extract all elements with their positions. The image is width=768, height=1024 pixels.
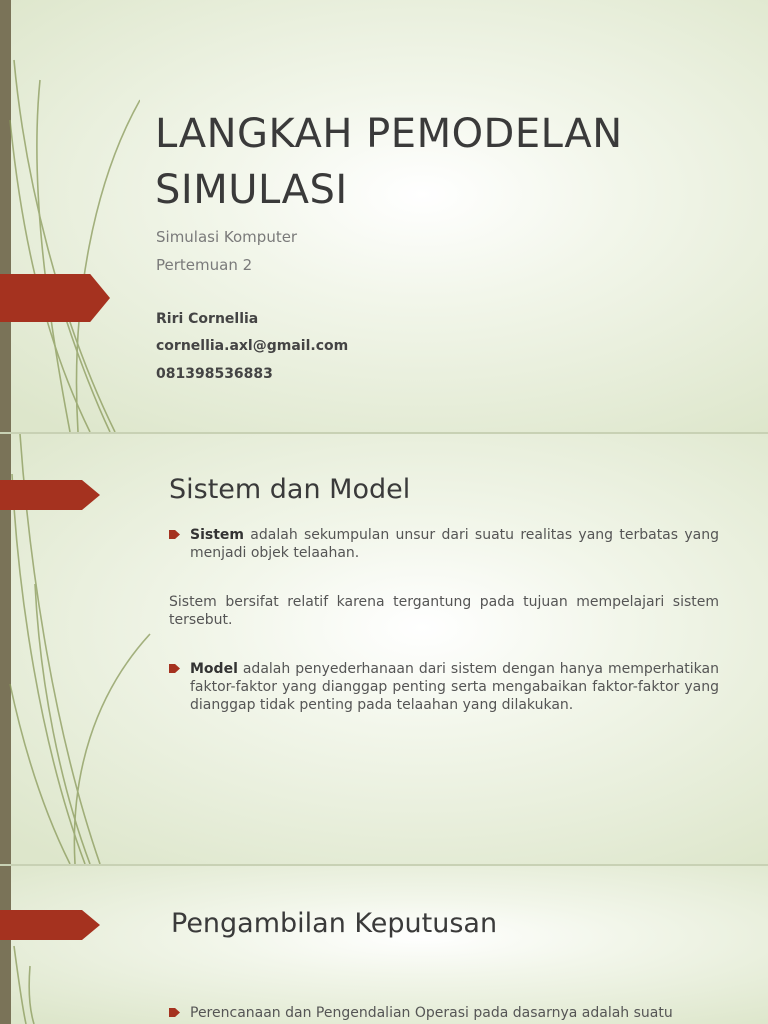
author-email: cornellia.axl@gmail.com [156, 338, 349, 354]
bullet-sistem [169, 526, 719, 562]
red-arrow-banner-icon [0, 910, 100, 940]
bullet-perencanaan [169, 1004, 719, 1022]
course-name: Simulasi Komputer [156, 228, 298, 246]
red-arrow-banner-icon [0, 480, 100, 510]
left-bar [0, 0, 11, 432]
content-slide-pengambilan-keputusan [0, 866, 768, 1024]
definition-model: adalah penyederhanaan dari sistem dengan hanya memperhatikan faktor-faktor yang dianggap penting serta mengabaikan faktor-faktor yang dianggap tidak penting pada telaahan yang dilakukan. [190, 661, 719, 713]
red-arrow-bullet-icon [169, 1008, 180, 1017]
bullet-model [169, 660, 719, 714]
author-name: Riri Cornellia [156, 311, 259, 327]
bullet-text: Perencanaan dan Pengendalian Operasi pada dasarnya adalah suatu [190, 1005, 673, 1021]
author-phone: 081398536883 [156, 366, 273, 382]
red-arrow-bullet-icon [169, 664, 180, 673]
slide-heading: Pengambilan Keputusan [171, 908, 498, 939]
slide-heading: Sistem dan Model [169, 474, 411, 505]
content-slide-sistem-model [0, 434, 768, 864]
paragraph-sistem-relatif: Sistem bersifat relatif karena tergantung pada tujuan mempelajari sistem tersebut. [169, 594, 719, 628]
red-arrow-bullet-icon [169, 530, 180, 539]
definition-sistem: adalah sekumpulan unsur dari suatu realitas yang terbatas yang menjadi objek telaahan. [190, 527, 719, 561]
red-arrow-banner-icon [0, 274, 110, 322]
term-model: Model [190, 661, 238, 677]
meeting-label: Pertemuan 2 [156, 256, 253, 274]
left-bar [0, 866, 11, 1024]
decorative-curves-icon [0, 0, 140, 432]
term-sistem: Sistem [190, 527, 244, 543]
presentation-title: LANGKAH PEMODELAN SIMULASI [155, 111, 623, 213]
decorative-curves-icon [0, 866, 80, 1024]
title-slide [0, 0, 768, 432]
